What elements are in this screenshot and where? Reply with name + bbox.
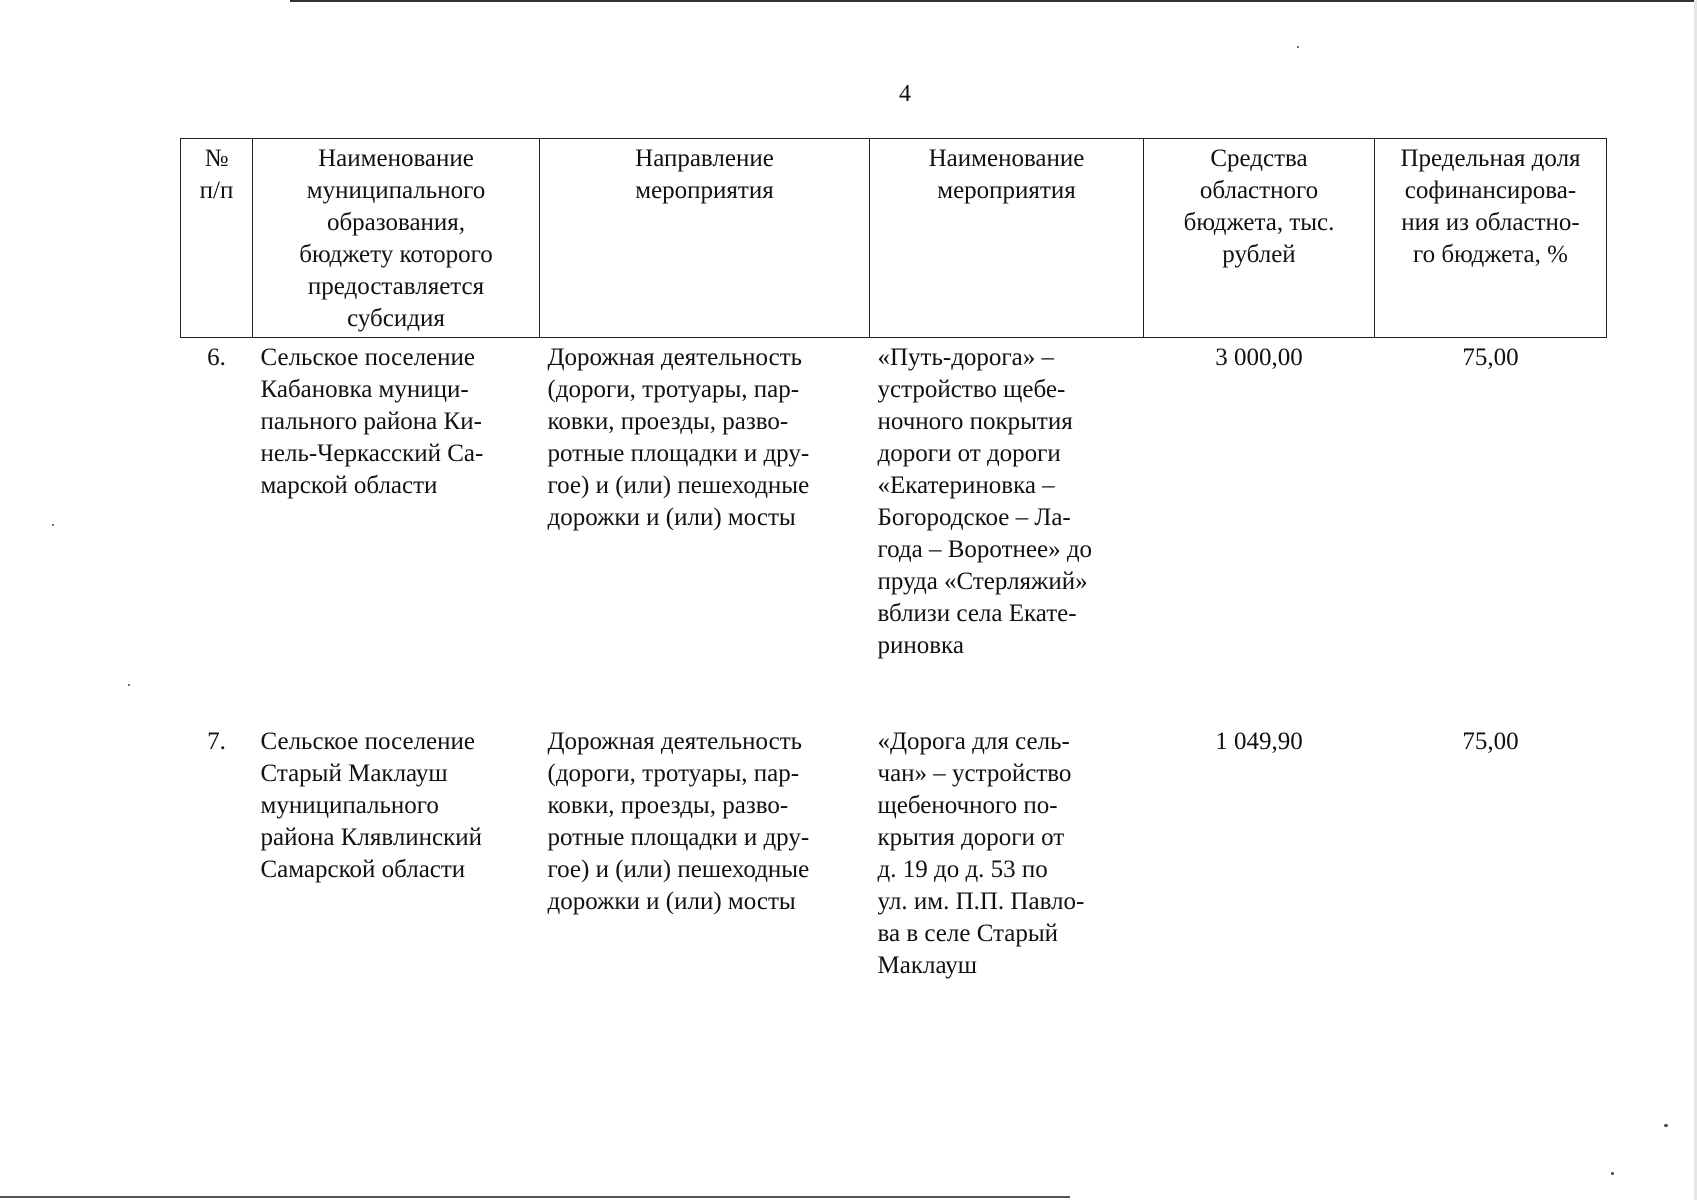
row-number: 6. — [207, 344, 226, 371]
row-event-name: «Путь-дорога» – устройство щебе- ночного покрытия дороги от дороги «Екатериновка – Богородское – Ла- года – Воротнее» до пруда «Стерляжий» вблизи села Екате- риновка — [877, 344, 1093, 659]
row-regional-funds: 1 049,90 — [1215, 728, 1303, 755]
row-direction: Дорожная деятельность (дороги, тротуары, пар- ковки, проезды, разво- ротные площадки и дру- гое) и (или) пешеходные дорожки и (или) мосты — [547, 728, 810, 915]
table-body — [181, 338, 1607, 983]
page-number: 4 — [899, 81, 911, 107]
table-header — [181, 139, 1607, 338]
header-direction: Направление мероприятия — [540, 139, 870, 338]
header-municipality: Наименование муниципального образования, бюджету которого предоставляется субсидия — [253, 139, 540, 338]
scan-border-bottom — [0, 1196, 1070, 1198]
table-row — [181, 338, 1607, 725]
row-direction: Дорожная деятельность (дороги, тротуары, пар- ковки, проезды, разво- ротные площадки и дру- гое) и (или) пешеходные дорожки и (или) мосты — [547, 344, 810, 531]
scan-speck — [128, 684, 130, 686]
header-row — [181, 139, 1607, 338]
row-number: 7. — [207, 728, 226, 755]
scan-speck — [52, 524, 54, 526]
scan-speck — [1611, 1172, 1614, 1175]
row-event-name: «Дорога для сель- чан» – устройство щебеночного по- крытия дороги от д. 19 до д. 53 по ул. им. П.П. Павло- ва в селе Старый Маклауш — [877, 728, 1085, 979]
scan-border-top — [290, 0, 1697, 2]
header-cofinancing-share: Предельная доля софинансирова- ния из областно- го бюджета, % — [1375, 139, 1607, 338]
row-cofinancing-share: 75,00 — [1462, 728, 1519, 755]
scan-speck — [1664, 1124, 1668, 1127]
header-regional-funds: Средства областного бюджета, тыс. рублей — [1144, 139, 1375, 338]
table-row — [181, 724, 1607, 982]
header-event-name: Наименование мероприятия — [870, 139, 1144, 338]
header-number: № п/п — [181, 139, 253, 338]
row-municipality: Сельское поселение Старый Маклауш муниципального района Клявлинский Самарской области — [260, 728, 483, 883]
subsidy-table — [180, 138, 1607, 982]
scan-speck — [1297, 46, 1299, 48]
row-regional-funds: 3 000,00 — [1215, 344, 1303, 371]
row-municipality: Сельское поселение Кабановка муници- пального района Ки- нель-Черкасский Са- марской области — [260, 344, 484, 499]
row-cofinancing-share: 75,00 — [1462, 344, 1519, 371]
